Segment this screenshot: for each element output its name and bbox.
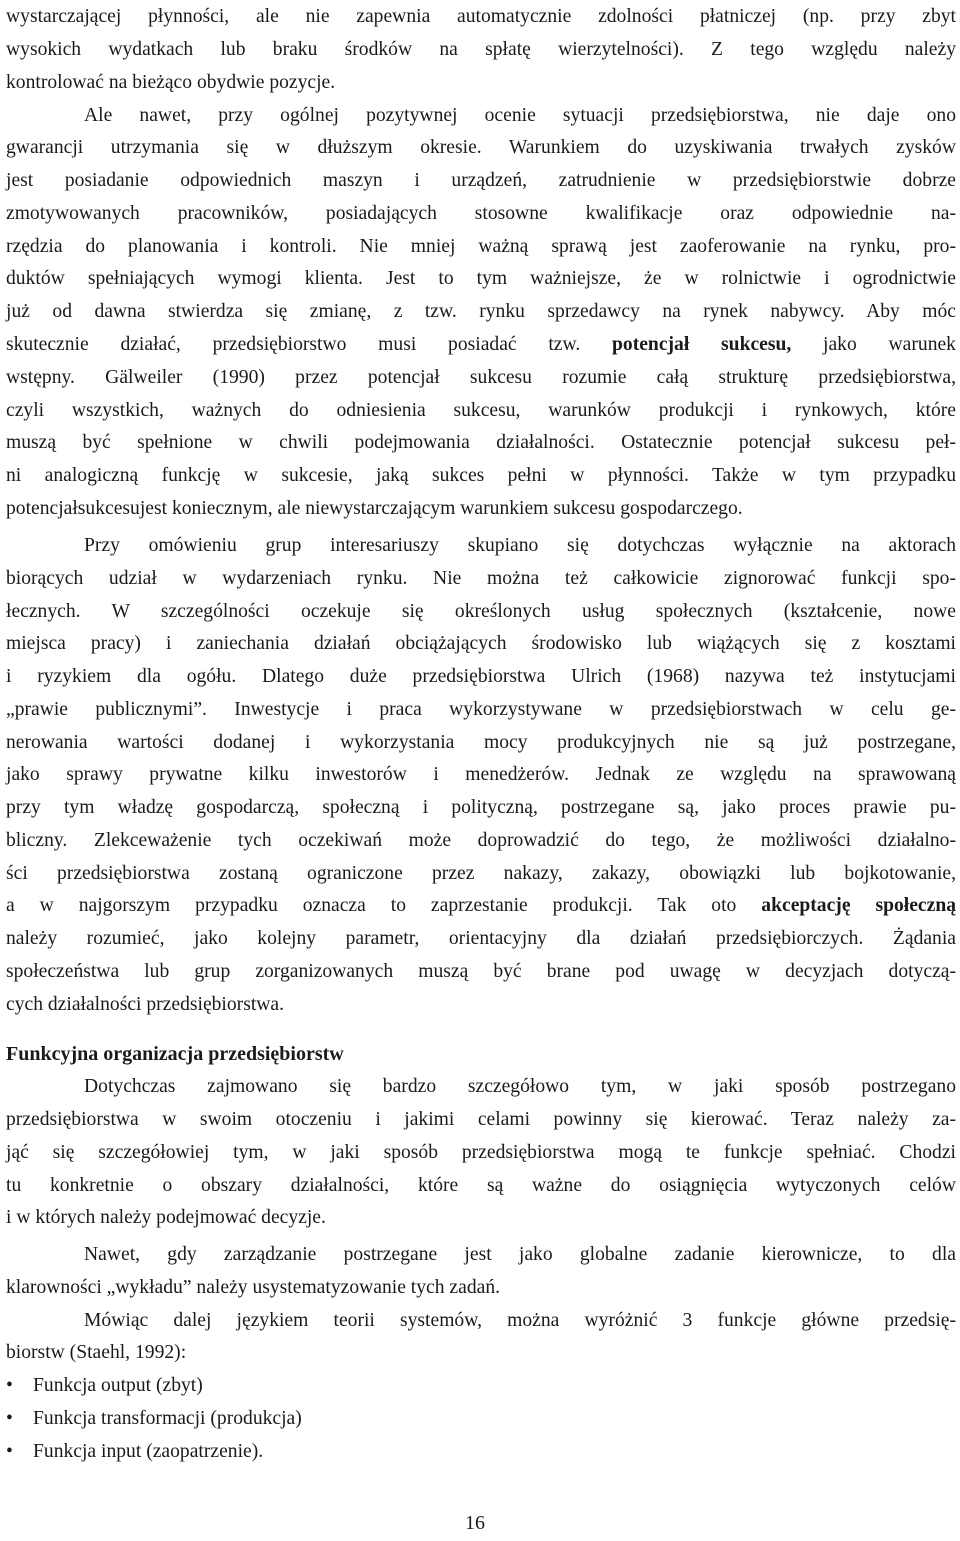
text-line: jako sprawy prywatne kilku inwestorów i menedżerów. Jednak ze względu na sprawowaną xyxy=(6,764,956,785)
text-line: i ryzykiem dla ogółu. Dlatego duże przedsiębiorstwa Ulrich (1968) nazywa też instytucjami xyxy=(6,666,956,687)
text-fragment: skutecznie działać, przedsiębiorstwo musi posiadać tzw. xyxy=(6,334,613,355)
section-heading: Funkcyjna organizacja przedsiębiorstw xyxy=(6,1043,344,1065)
text-line: Dotychczas zajmowano się bardzo szczegółowo tym, w jaki sposób postrzegano xyxy=(84,1076,956,1097)
text-line xyxy=(6,889,956,923)
list-item xyxy=(6,1402,302,1435)
text-line: społeczeństwa lub grup zorganizowanych muszą być brane pod uwagę w decyzjach dotyczą- xyxy=(6,961,956,982)
bold-term: akceptację społeczną xyxy=(761,895,957,916)
text-line: rzędzia do planowania i kontroli. Nie mniej ważną sprawą jest zaoferowanie na rynku, pro- xyxy=(6,236,956,257)
list-item-text: Funkcja transformacji (produkcja) xyxy=(33,1408,302,1429)
list-item-text: Funkcja input (zaopatrzenie). xyxy=(33,1441,264,1462)
text-line: Przy omówieniu grup interesariuszy skupiano się dotychczas wyłącznie na aktorach xyxy=(84,535,956,556)
text-line: potencjałsukcesujest koniecznym, ale niewystarczającym warunkiem sukcesu gospodarczego. xyxy=(6,498,743,519)
bullet-list xyxy=(6,1369,302,1468)
text-line: ści przedsiębiorstwa zostaną ograniczone przez nakazy, zakazy, obowiązki lub bojkotowanie, xyxy=(6,863,956,884)
text-line: należy rozumieć, jako kolejny parametr, orientacyjny dla działań przedsiębiorczych. Żądania xyxy=(6,928,956,949)
page-number: 16 xyxy=(465,1512,485,1534)
text-line: łecznych. W szczególności oczekuje się określonych usług społecznych (kształcenie, nowe xyxy=(6,601,956,622)
list-item xyxy=(6,1435,302,1468)
text-line: nerowania wartości dodanej i wykorzystania mocy produkcyjnych nie są już postrzegane, xyxy=(6,732,956,753)
bullet-icon: • xyxy=(6,1375,13,1396)
bullet-icon: • xyxy=(6,1408,13,1429)
text-line: klarowności „wykładu” należy usystematyzowanie tych zadań. xyxy=(6,1277,501,1298)
text-line: muszą być spełnione w chwili podejmowania działalności. Ostatecznie potencjał sukcesu peł- xyxy=(6,432,956,453)
text-line: jest posiadanie odpowiednich maszyn i urządzeń, zatrudnienie w przedsiębiorstwie dobrze xyxy=(6,170,956,191)
text-line: ni analogiczną funkcję w sukcesie, jaką sukces pełni w płynności. Także w tym przypadku xyxy=(6,465,956,486)
text-line: „prawie publicznymi”. Inwestycje i praca wykorzystywane w przedsiębiorstwach w celu ge- xyxy=(6,699,956,720)
text-line: zmotywowanych pracowników, posiadających stosowne kwalifikacje oraz odpowiednie na- xyxy=(6,203,956,224)
text-line: gwarancji utrzymania się w dłuższym okresie. Warunkiem do uzyskiwania trwałych zysków xyxy=(6,137,956,158)
text-line: jąć się szczegółowiej tym, w jaki sposób przedsiębiorstwa mogą te funkcje spełniać. Chodzi xyxy=(6,1142,956,1163)
text-line: biorstw (Staehl, 1992): xyxy=(6,1342,187,1363)
text-line: miejsca pracy) i zaniechania działań obciążających środowisko lub wiążących się z kosztami xyxy=(6,633,956,654)
text-line: przy tym władzę gospodarczą, społeczną i polityczną, postrzegane są, jako proces prawie pu- xyxy=(6,797,956,818)
list-item xyxy=(6,1369,302,1402)
text-line: czyli wszystkich, ważnych do odniesienia sukcesu, warunków produkcji i rynkowych, które xyxy=(6,400,956,421)
text-line: i w których należy podejmować decyzje. xyxy=(6,1207,326,1228)
text-line xyxy=(6,328,956,362)
text-line: biorących udział w wydarzeniach rynku. Nie można też całkowicie zignorować funkcji spo- xyxy=(6,568,956,589)
text-line: tu konkretnie o obszary działalności, które są ważne do osiągnięcia wytyczonych celów xyxy=(6,1175,956,1196)
text-fragment: a w najgorszym przypadku oznacza to zaprzestanie produkcji. Tak oto xyxy=(6,895,762,916)
text-line: Nawet, gdy zarządzanie postrzegane jest jako globalne zadanie kierownicze, to dla xyxy=(84,1244,956,1265)
text-line: wstępny. Gälweiler (1990) przez potencjał sukcesu rozumie całą strukturę przedsiębiorstwa, xyxy=(6,367,956,388)
text-line: już od dawna stwierdza się zmianę, z tzw. rynku sprzedawcy na rynek nabywcy. Aby móc xyxy=(6,301,956,322)
text-line: Ale nawet, przy ogólnej pozytywnej ocenie sytuacji przedsiębiorstwa, nie daje ono xyxy=(84,105,956,126)
text-line: Mówiąc dalej językiem teorii systemów, można wyróżnić 3 funkcje główne przedsię- xyxy=(84,1310,956,1331)
list-item-text: Funkcja output (zbyt) xyxy=(33,1375,203,1396)
text-line: kontrolować na bieżąco obydwie pozycje. xyxy=(6,72,336,93)
bullet-icon: • xyxy=(6,1441,13,1462)
text-line: bliczny. Zlekceważenie tych oczekiwań może doprowadzić do tego, że możliwości działalno- xyxy=(6,830,956,851)
text-line: duktów spełniających wymogi klienta. Jest to tym ważniejsze, że w rolnictwie i ogrodnictwie xyxy=(6,268,956,289)
bold-term: potencjał sukcesu, xyxy=(612,334,792,355)
text-line: wysokich wydatkach lub braku środków na spłatę wierzytelności). Z tego względu należy xyxy=(6,39,956,60)
text-line: wystarczającej płynności, ale nie zapewnia automatycznie zdolności płatniczej (np. przy zbyt xyxy=(6,6,956,27)
text-line: przedsiębiorstwa w swoim otoczeniu i jakimi celami powinny się kierować. Teraz należy za- xyxy=(6,1109,956,1130)
text-line: cych działalności przedsiębiorstwa. xyxy=(6,994,285,1015)
text-fragment: jako warunek xyxy=(791,334,956,355)
